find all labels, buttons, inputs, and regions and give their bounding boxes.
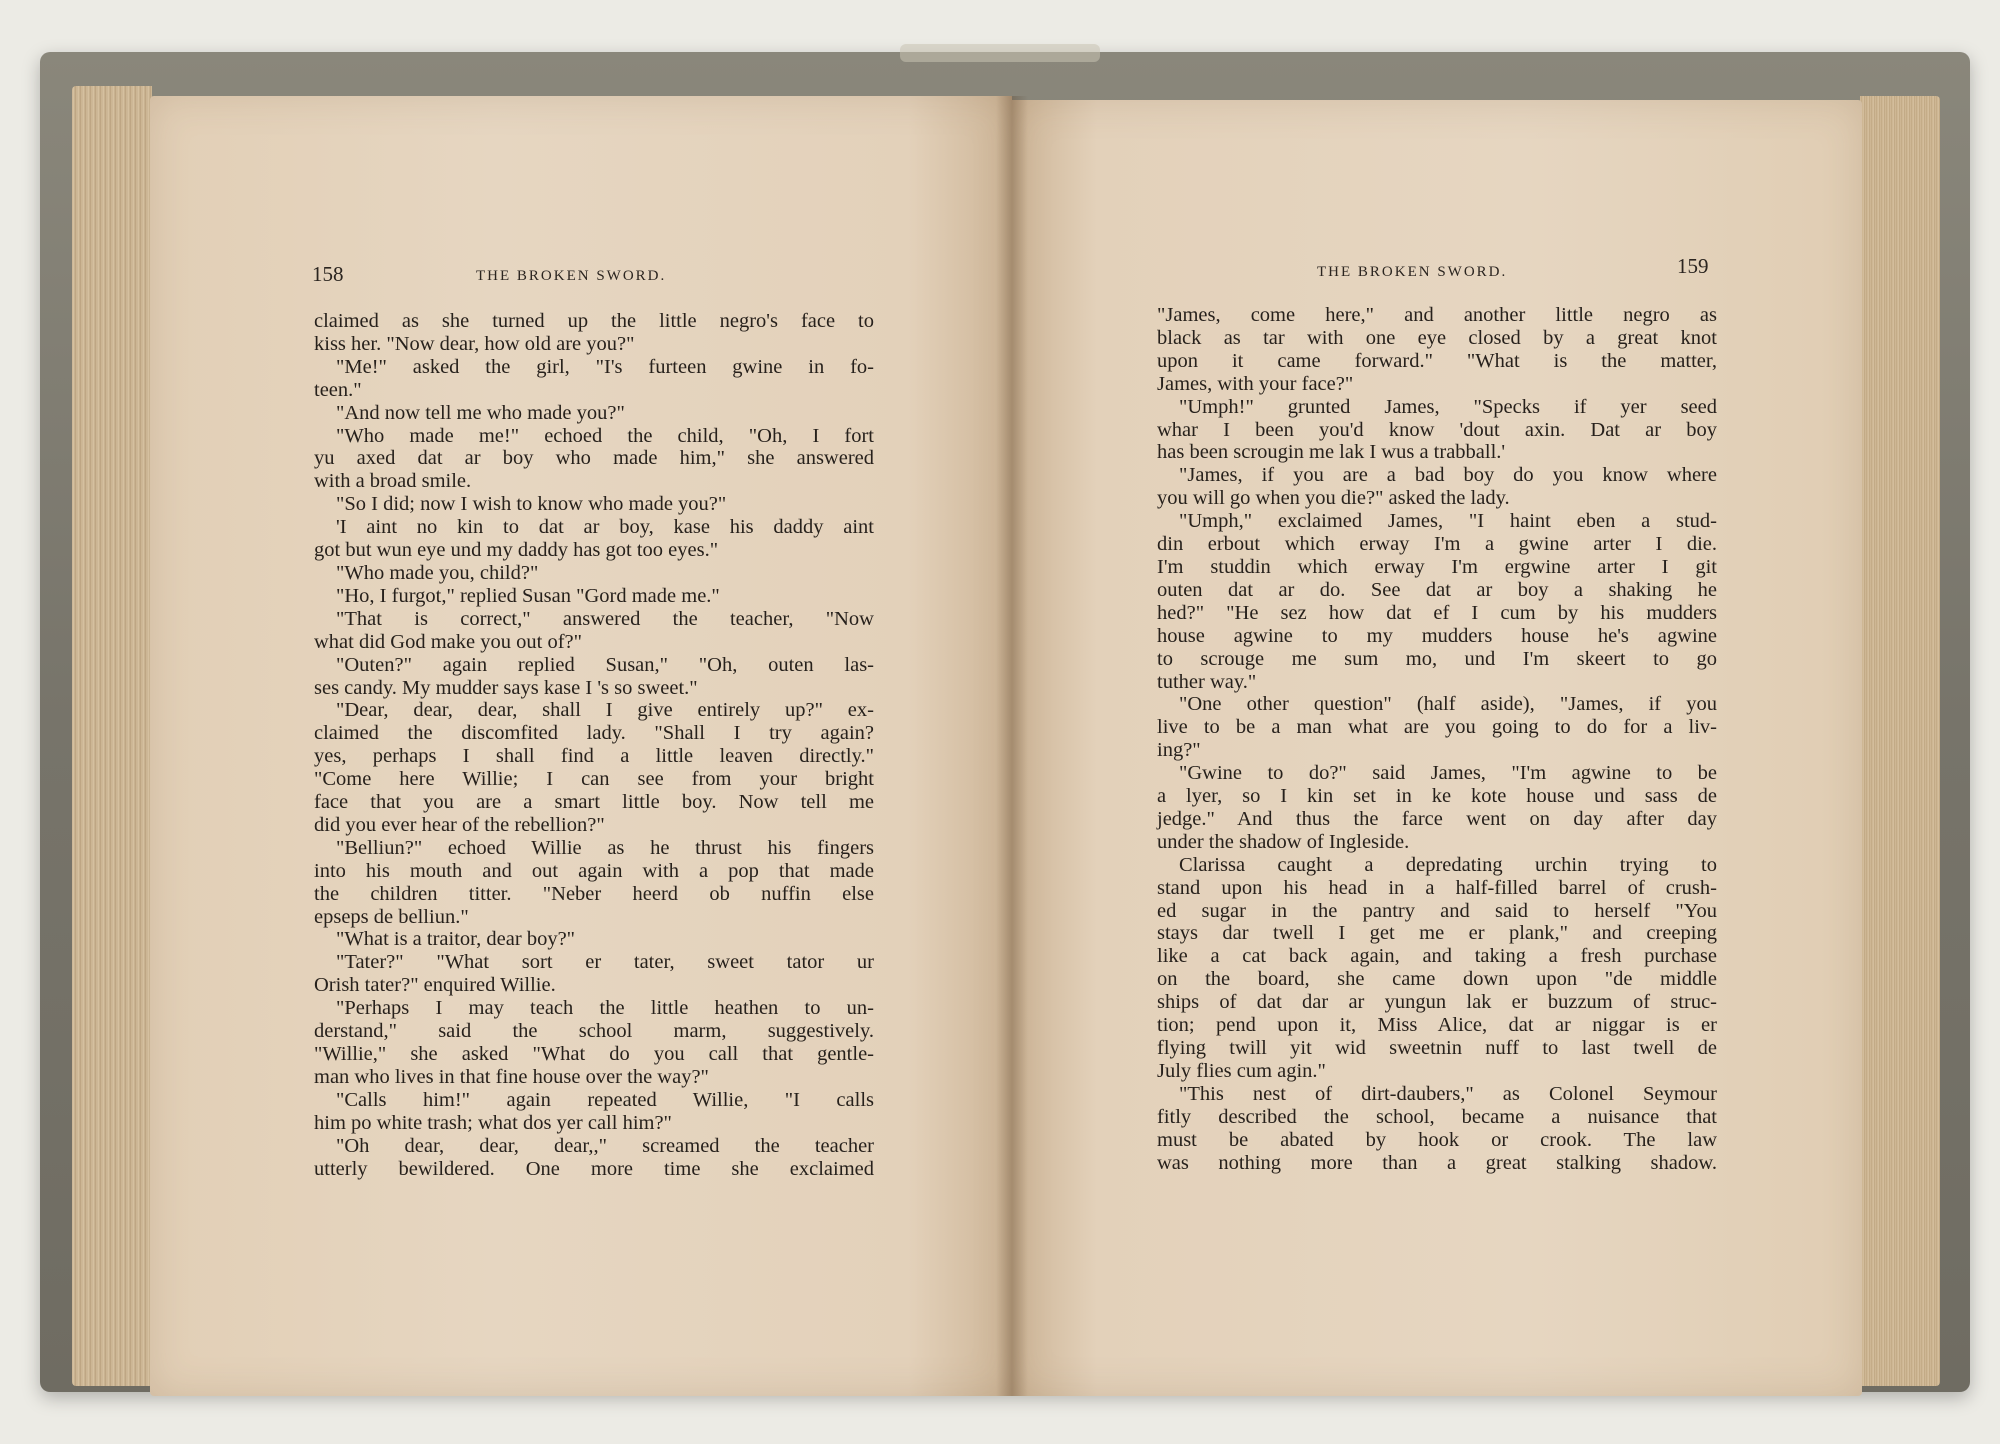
- text-line: "Ho, I furgot," replied Susan "Gord made me.": [336, 584, 720, 607]
- text-line: like a cat back again, and taking a fresh purchase: [1157, 945, 1717, 968]
- right-page-body-text: [1157, 304, 1717, 1174]
- left-page-edges: [72, 86, 152, 1386]
- text-line: Clarissa caught a depredating urchin trying to: [1179, 853, 1717, 876]
- text-line: fitly described the school, became a nuisance that: [1157, 1105, 1717, 1128]
- text-line: "James, if you are a bad boy do you know where: [1179, 464, 1717, 487]
- text-line: Orish tater?" enquired Willie.: [314, 974, 556, 997]
- text-line: yu axed dat ar boy who made him," she answered: [314, 447, 874, 470]
- text-line: black as tar with one eye closed by a great knot: [1157, 326, 1717, 349]
- text-line: what did God make you out of?": [314, 630, 582, 653]
- left-page: [150, 96, 1012, 1396]
- text-line: man who lives in that fine house over the way?": [314, 1065, 709, 1088]
- right-page-edges: [1860, 96, 1940, 1386]
- text-line: under the shadow of Ingleside.: [1157, 830, 1410, 853]
- right-running-head: THE BROKEN SWORD.: [1317, 264, 1508, 280]
- book-gutter: [996, 96, 1028, 1396]
- text-line: "Me!" asked the girl, "I's furteen gwine in fo-: [336, 355, 874, 378]
- text-line: derstand," said the school marm, suggestively.: [314, 1020, 874, 1043]
- text-line: "Outen?" again replied Susan," "Oh, outen las-: [336, 653, 874, 676]
- text-line: "And now tell me who made you?": [336, 401, 625, 424]
- text-line: got but wun eye und my daddy has got too eyes.": [314, 539, 719, 562]
- text-line: house agwine to my mudders house he's agwine: [1157, 624, 1717, 647]
- text-line: the children titter. "Neber heerd ob nuffin else: [314, 882, 874, 905]
- text-line: "That is correct," answered the teacher, "Now: [336, 607, 874, 630]
- text-line: "This nest of dirt-daubers," as Colonel Seymour: [1179, 1082, 1717, 1105]
- text-line: on the board, she came down upon "de middle: [1157, 968, 1717, 991]
- text-line: to scrouge me sum mo, und I'm skeert to go: [1157, 647, 1717, 670]
- text-line: face that you are a smart little boy. Now tell me: [314, 791, 874, 814]
- text-line: ses candy. My mudder says kase I 's so sweet.": [314, 676, 698, 699]
- text-line: teen.": [314, 378, 362, 401]
- left-page-number: 158: [312, 262, 344, 286]
- text-line: upon it came forward." "What is the matter,: [1157, 349, 1717, 372]
- text-line: into his mouth and out again with a pop that made: [314, 859, 874, 882]
- text-line: flying twill yit wid sweetnin nuff to last twell de: [1157, 1037, 1717, 1059]
- right-page-number: 159: [1677, 254, 1709, 278]
- text-line: James, with your face?": [1157, 372, 1354, 395]
- text-line: "Come here Willie; I can see from your bright: [314, 768, 874, 791]
- text-line: "Dear, dear, dear, shall I give entirely up?" ex-: [336, 699, 874, 722]
- text-line: "Who made you, child?": [336, 561, 539, 584]
- spine-wear: [900, 44, 1100, 62]
- text-line: whar I been you'd know 'dout axin. Dat ar boy: [1157, 418, 1717, 441]
- text-line: "Perhaps I may teach the little heathen to un-: [336, 997, 874, 1020]
- left-running-head: THE BROKEN SWORD.: [476, 268, 667, 284]
- text-line: claimed the discomfited lady. "Shall I try again?: [314, 722, 874, 745]
- text-line: July flies cum agin.": [1157, 1059, 1326, 1082]
- text-line: "So I did; now I wish to know who made you?": [336, 493, 727, 516]
- text-line: with a broad smile.: [314, 470, 472, 493]
- text-line: ing?": [1157, 739, 1201, 762]
- text-line: "James, come here," and another little negro as: [1157, 304, 1717, 326]
- text-line: stand upon his head in a half-filled barrel of crush-: [1157, 876, 1717, 899]
- text-line: ships of dat dar ar yungun lak er buzzum of struc-: [1157, 991, 1717, 1014]
- text-line: utterly bewildered. One more time she exclaimed: [314, 1157, 874, 1180]
- text-line: din erbout which erway I'm a gwine arter I die.: [1157, 533, 1717, 556]
- text-line: claimed as she turned up the little negro's face to: [314, 310, 874, 332]
- text-line: jedge." And thus the farce went on day after day: [1157, 807, 1717, 830]
- text-line: ed sugar in the pantry and said to herself "You: [1157, 899, 1717, 922]
- text-line: hed?" "He sez how dat ef I cum by his mudders: [1157, 601, 1717, 624]
- text-line: epseps de belliun.": [314, 905, 469, 928]
- text-line: "What is a traitor, dear boy?": [336, 928, 576, 951]
- text-line: tuther way.": [1157, 670, 1257, 693]
- text-line: tion; pend upon it, Miss Alice, dat ar niggar is er: [1157, 1014, 1717, 1037]
- text-line: "Gwine to do?" said James, "I'm agwine to be: [1179, 762, 1717, 785]
- text-line: "Who made me!" echoed the child, "Oh, I fort: [336, 424, 874, 447]
- text-line: "Willie," she asked "What do you call that gentle-: [314, 1043, 874, 1065]
- text-line: him po white trash; what dos yer call him?": [314, 1111, 672, 1134]
- text-line: "Calls him!" again repeated Willie, "I calls: [336, 1088, 874, 1111]
- text-line: was nothing more than a great stalking shadow.: [1157, 1151, 1717, 1174]
- text-line: live to be a man what are you going to do for a liv-: [1157, 716, 1717, 739]
- text-line: stays dar twell I get me er plank," and creeping: [1157, 922, 1717, 945]
- text-line: "One other question" (half aside), "James, if you: [1179, 693, 1717, 716]
- text-line: has been scrougin me lak I wus a trabball.': [1157, 441, 1506, 464]
- text-line: "Umph," exclaimed James, "I haint eben a stud-: [1179, 510, 1717, 533]
- right-page: [1012, 100, 1862, 1396]
- text-line: "Belliun?" echoed Willie as he thrust his fingers: [336, 836, 874, 859]
- text-line: outen dat ar do. See dat ar boy a shaking he: [1157, 578, 1717, 601]
- text-line: "Tater?" "What sort er tater, sweet tator ur: [336, 951, 874, 974]
- text-line: kiss her. "Now dear, how old are you?": [314, 332, 635, 355]
- text-line: "Umph!" grunted James, "Specks if yer seed: [1179, 395, 1717, 418]
- text-line: yes, perhaps I shall find a little leaven directly.": [314, 745, 874, 768]
- text-line: you will go when you die?" asked the lady.: [1157, 487, 1510, 510]
- text-line: a lyer, so I kin set in ke kote house und sass de: [1157, 785, 1717, 808]
- text-line: "Oh dear, dear, dear,," screamed the teacher: [336, 1134, 874, 1157]
- text-line: did you ever hear of the rebellion?": [314, 813, 605, 836]
- text-line: must be abated by hook or crook. The law: [1157, 1128, 1717, 1151]
- text-line: 'I aint no kin to dat ar boy, kase his daddy aint: [336, 516, 874, 539]
- text-line: I'm studdin which erway I'm ergwine arter I git: [1157, 555, 1717, 578]
- left-page-body-text: [314, 310, 874, 1180]
